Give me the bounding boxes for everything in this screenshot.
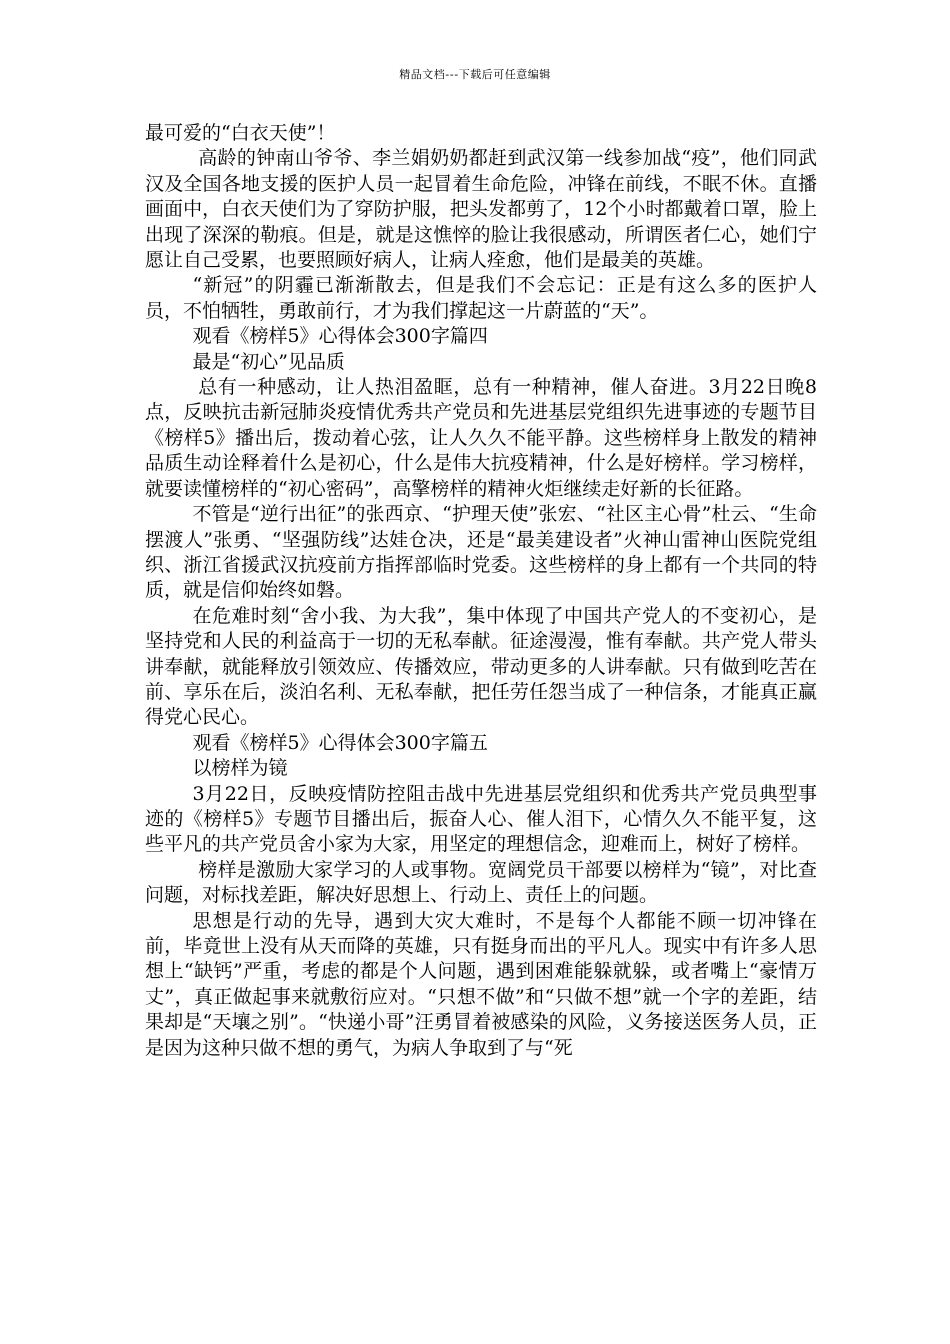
paragraph: 榜样是激励大家学习的人或事物。宽阔党员干部要以榜样为“镜”，对比查问题，对标找差距，解决好思想上、行动上、责任上的问题。	[145, 858, 817, 907]
paragraph: “新冠”的阴霾已渐渐散去，但是我们不会忘记：正是有这么多的医护人员，不怕牺牲，勇敢前行，才为我们撑起这一片蔚蓝的“天”。	[145, 274, 817, 322]
section-subtitle: 以榜样为镜	[192, 757, 288, 780]
document-body	[145, 121, 817, 1061]
paragraph: 不管是“逆行出征”的张西京、“护理天使”张宏、“社区主心骨”杜云、“生命摆渡人”张勇、“坚强防线”达娃仓决，还是“最美建设者”火神山雷神山医院党组织、浙江省援武汉抗疫前方指挥部临时党委。这些榜样的身上都有一个共同的特质，就是信仰始终如磐。	[145, 503, 817, 602]
section-subtitle: 最是“初心”见品质	[192, 350, 345, 373]
paragraph: 高龄的钟南山爷爷、李兰娟奶奶都赶到武汉第一线参加战“疫”，他们同武汉及全国各地支援的医护人员一起冒着生命危险，冲锋在前线，不眠不休。直播画面中，白衣天使们为了穿防护服，把头发都剪了，12个小时都戴着口罩，脸上出现了深深的勒痕。但是，就是这憔悴的脸让我很感动，所谓医者仁心，她们宁愿让自己受累，也要照顾好病人，让病人痊愈，他们是最美的英雄。	[145, 147, 817, 272]
paragraph: 最可爱的“白衣天使”！	[145, 122, 336, 144]
section-title: 观看《榜样5》心得体会300字篇四	[192, 325, 488, 348]
paragraph: 思想是行动的先导，遇到大灾大难时，不是每个人都能不顾一切冲锋在前，毕竟世上没有从天而降的英雄，只有挺身而出的平凡人。现实中有许多人思想上“缺钙”严重，考虑的都是个人问题，遇到困难能躲就躲，或者嘴上“豪情万丈”，真正做起事来就敷衍应对。“只想不做”和“只做不想”就一个字的差距，结果却是“天壤之别”。“快递小哥”汪勇冒着被感染的风险，义务接送医务人员，正是因为这种只做不想的勇气，为病人争取到了与“死	[145, 909, 817, 1059]
paragraph: 在危难时刻“舍小我、为大我”，集中体现了中国共产党人的不变初心，是坚持党和人民的利益高于一切的无私奉献。征途漫漫，惟有奉献。共产党人带头讲奉献，就能释放引领效应、传播效应，带动更多的人讲奉献。只有做到吃苦在前、享乐在后，淡泊名利、无私奉献，把任劳任怨当成了一种信条，才能真正赢得党心民心。	[145, 604, 817, 729]
page-header: 精品文档---下载后可任意编辑	[399, 68, 551, 81]
section-title: 观看《榜样5》心得体会300字篇五	[192, 731, 488, 754]
paragraph: 3月22日，反映疫情防控阻击战中先进基层党组织和优秀共产党员典型事迹的《榜样5》专题节目播出后，振奋人心、催人泪下，心情久久不能平复，这些平凡的共产党员舍小家为大家，用坚定的理想信念，迎难而上，树好了榜样。	[145, 782, 817, 856]
paragraph: 总有一种感动，让人热泪盈眶，总有一种精神，催人奋进。3月22日晚8点，反映抗击新冠肺炎疫情优秀共产党员和先进基层党组织先进事迹的专题节目《榜样5》播出后，拨动着心弦，让人久久不能平静。这些榜样身上散发的精神品质生动诠释着什么是初心，什么是伟大抗疫精神，什么是好榜样。学习榜样，就要读懂榜样的“初心密码”，高擎榜样的精神火炬继续走好新的长征路。	[145, 376, 817, 500]
